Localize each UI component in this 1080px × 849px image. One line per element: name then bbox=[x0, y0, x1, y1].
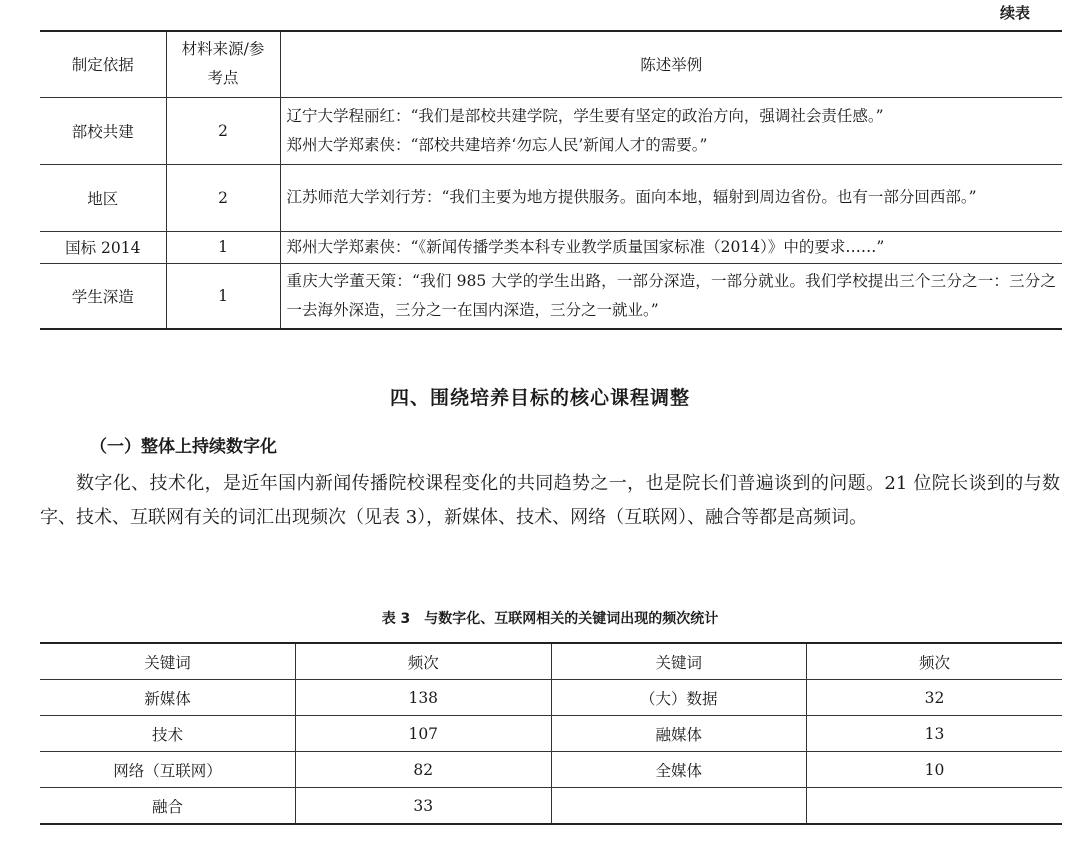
quote: 辽宁大学程丽红：“我们是部校共建学院，学生要有坚定的政治方向，强调社会责任感。” bbox=[286, 106, 884, 125]
keyword-cell: （大）数据 bbox=[551, 680, 807, 716]
row-basis: 部校共建 bbox=[40, 97, 166, 164]
row-quotes bbox=[280, 263, 1062, 329]
frequency-cell: 138 bbox=[296, 680, 552, 716]
row-count: 2 bbox=[166, 164, 280, 231]
row-basis: 地区 bbox=[40, 164, 166, 231]
frequency-cell: 13 bbox=[807, 716, 1063, 752]
table-header-row bbox=[40, 31, 1062, 97]
body-paragraph: 数字化、技术化，是近年国内新闻传播院校课程变化的共同趋势之一，也是院长们普遍谈到的问题。21 位院长谈到的与数字、技术、互联网有关的词汇出现频次（见表 3），新媒体、技术、网络（互联网）、融合等都是高频词。 bbox=[40, 473, 1060, 528]
keyword-cell: 技术 bbox=[40, 716, 296, 752]
keyword-cell: 全媒体 bbox=[551, 752, 807, 788]
keyword-cell: 融合 bbox=[40, 788, 296, 825]
table-row bbox=[40, 164, 1062, 231]
keyword-cell: 新媒体 bbox=[40, 680, 296, 716]
keyword-cell bbox=[551, 788, 807, 825]
header-keyword: 关键词 bbox=[551, 643, 807, 680]
row-count: 1 bbox=[166, 231, 280, 263]
quote: 郑州大学郑素侠：“《新闻传播学类本科专业教学质量国家标准（2014）》中的要求……” bbox=[286, 237, 885, 256]
keyword-frequency-table bbox=[40, 642, 1062, 825]
header-source-text: 材料来源/参考点 bbox=[181, 40, 265, 88]
subsection-title: （一）整体上持续数字化 bbox=[90, 437, 277, 457]
continued-table bbox=[40, 30, 1062, 330]
header-examples: 陈述举例 bbox=[280, 31, 1062, 97]
table-row bbox=[40, 788, 1062, 825]
frequency-cell: 82 bbox=[296, 752, 552, 788]
row-quotes bbox=[280, 231, 1062, 263]
section-title: 四、围绕培养目标的核心课程调整 bbox=[389, 387, 690, 409]
header-frequency: 频次 bbox=[296, 643, 552, 680]
row-quotes bbox=[280, 97, 1062, 164]
quote: 郑州大学郑素侠：“部校共建培养‘勿忘人民’新闻人才的需要。” bbox=[286, 135, 708, 154]
row-count: 1 bbox=[166, 263, 280, 329]
table-row bbox=[40, 716, 1062, 752]
continued-label: 续表 bbox=[999, 4, 1030, 22]
frequency-cell: 107 bbox=[296, 716, 552, 752]
frequency-cell: 32 bbox=[807, 680, 1063, 716]
keyword-cell: 融媒体 bbox=[551, 716, 807, 752]
table-row bbox=[40, 231, 1062, 263]
quote: 重庆大学董天策：“我们 985 大学的学生出路，一部分深造，一部分就业。我们学校提出三个三分之一：三分之一去海外深造，三分之一在国内深造，三分之一就业。” bbox=[286, 271, 1056, 319]
row-quotes bbox=[280, 164, 1062, 231]
header-basis: 制定依据 bbox=[40, 31, 166, 97]
header-frequency: 频次 bbox=[807, 643, 1063, 680]
frequency-cell: 10 bbox=[807, 752, 1063, 788]
table-caption: 表 3 与数字化、互联网相关的关键词出现的频次统计 bbox=[381, 611, 719, 627]
header-source bbox=[166, 31, 280, 97]
row-basis: 学生深造 bbox=[40, 263, 166, 329]
keyword-cell: 网络（互联网） bbox=[40, 752, 296, 788]
quote: 江苏师范大学刘行芳：“我们主要为地方提供服务。面向本地，辐射到周边省份。也有一部分回西部。” bbox=[286, 188, 977, 206]
table-header-row bbox=[40, 643, 1062, 680]
table-row bbox=[40, 752, 1062, 788]
frequency-cell bbox=[807, 788, 1063, 825]
frequency-cell: 33 bbox=[296, 788, 552, 825]
table-row bbox=[40, 97, 1062, 164]
table-row bbox=[40, 263, 1062, 329]
row-count: 2 bbox=[166, 97, 280, 164]
table-row bbox=[40, 680, 1062, 716]
row-basis: 国标 2014 bbox=[40, 231, 166, 263]
header-keyword: 关键词 bbox=[40, 643, 296, 680]
